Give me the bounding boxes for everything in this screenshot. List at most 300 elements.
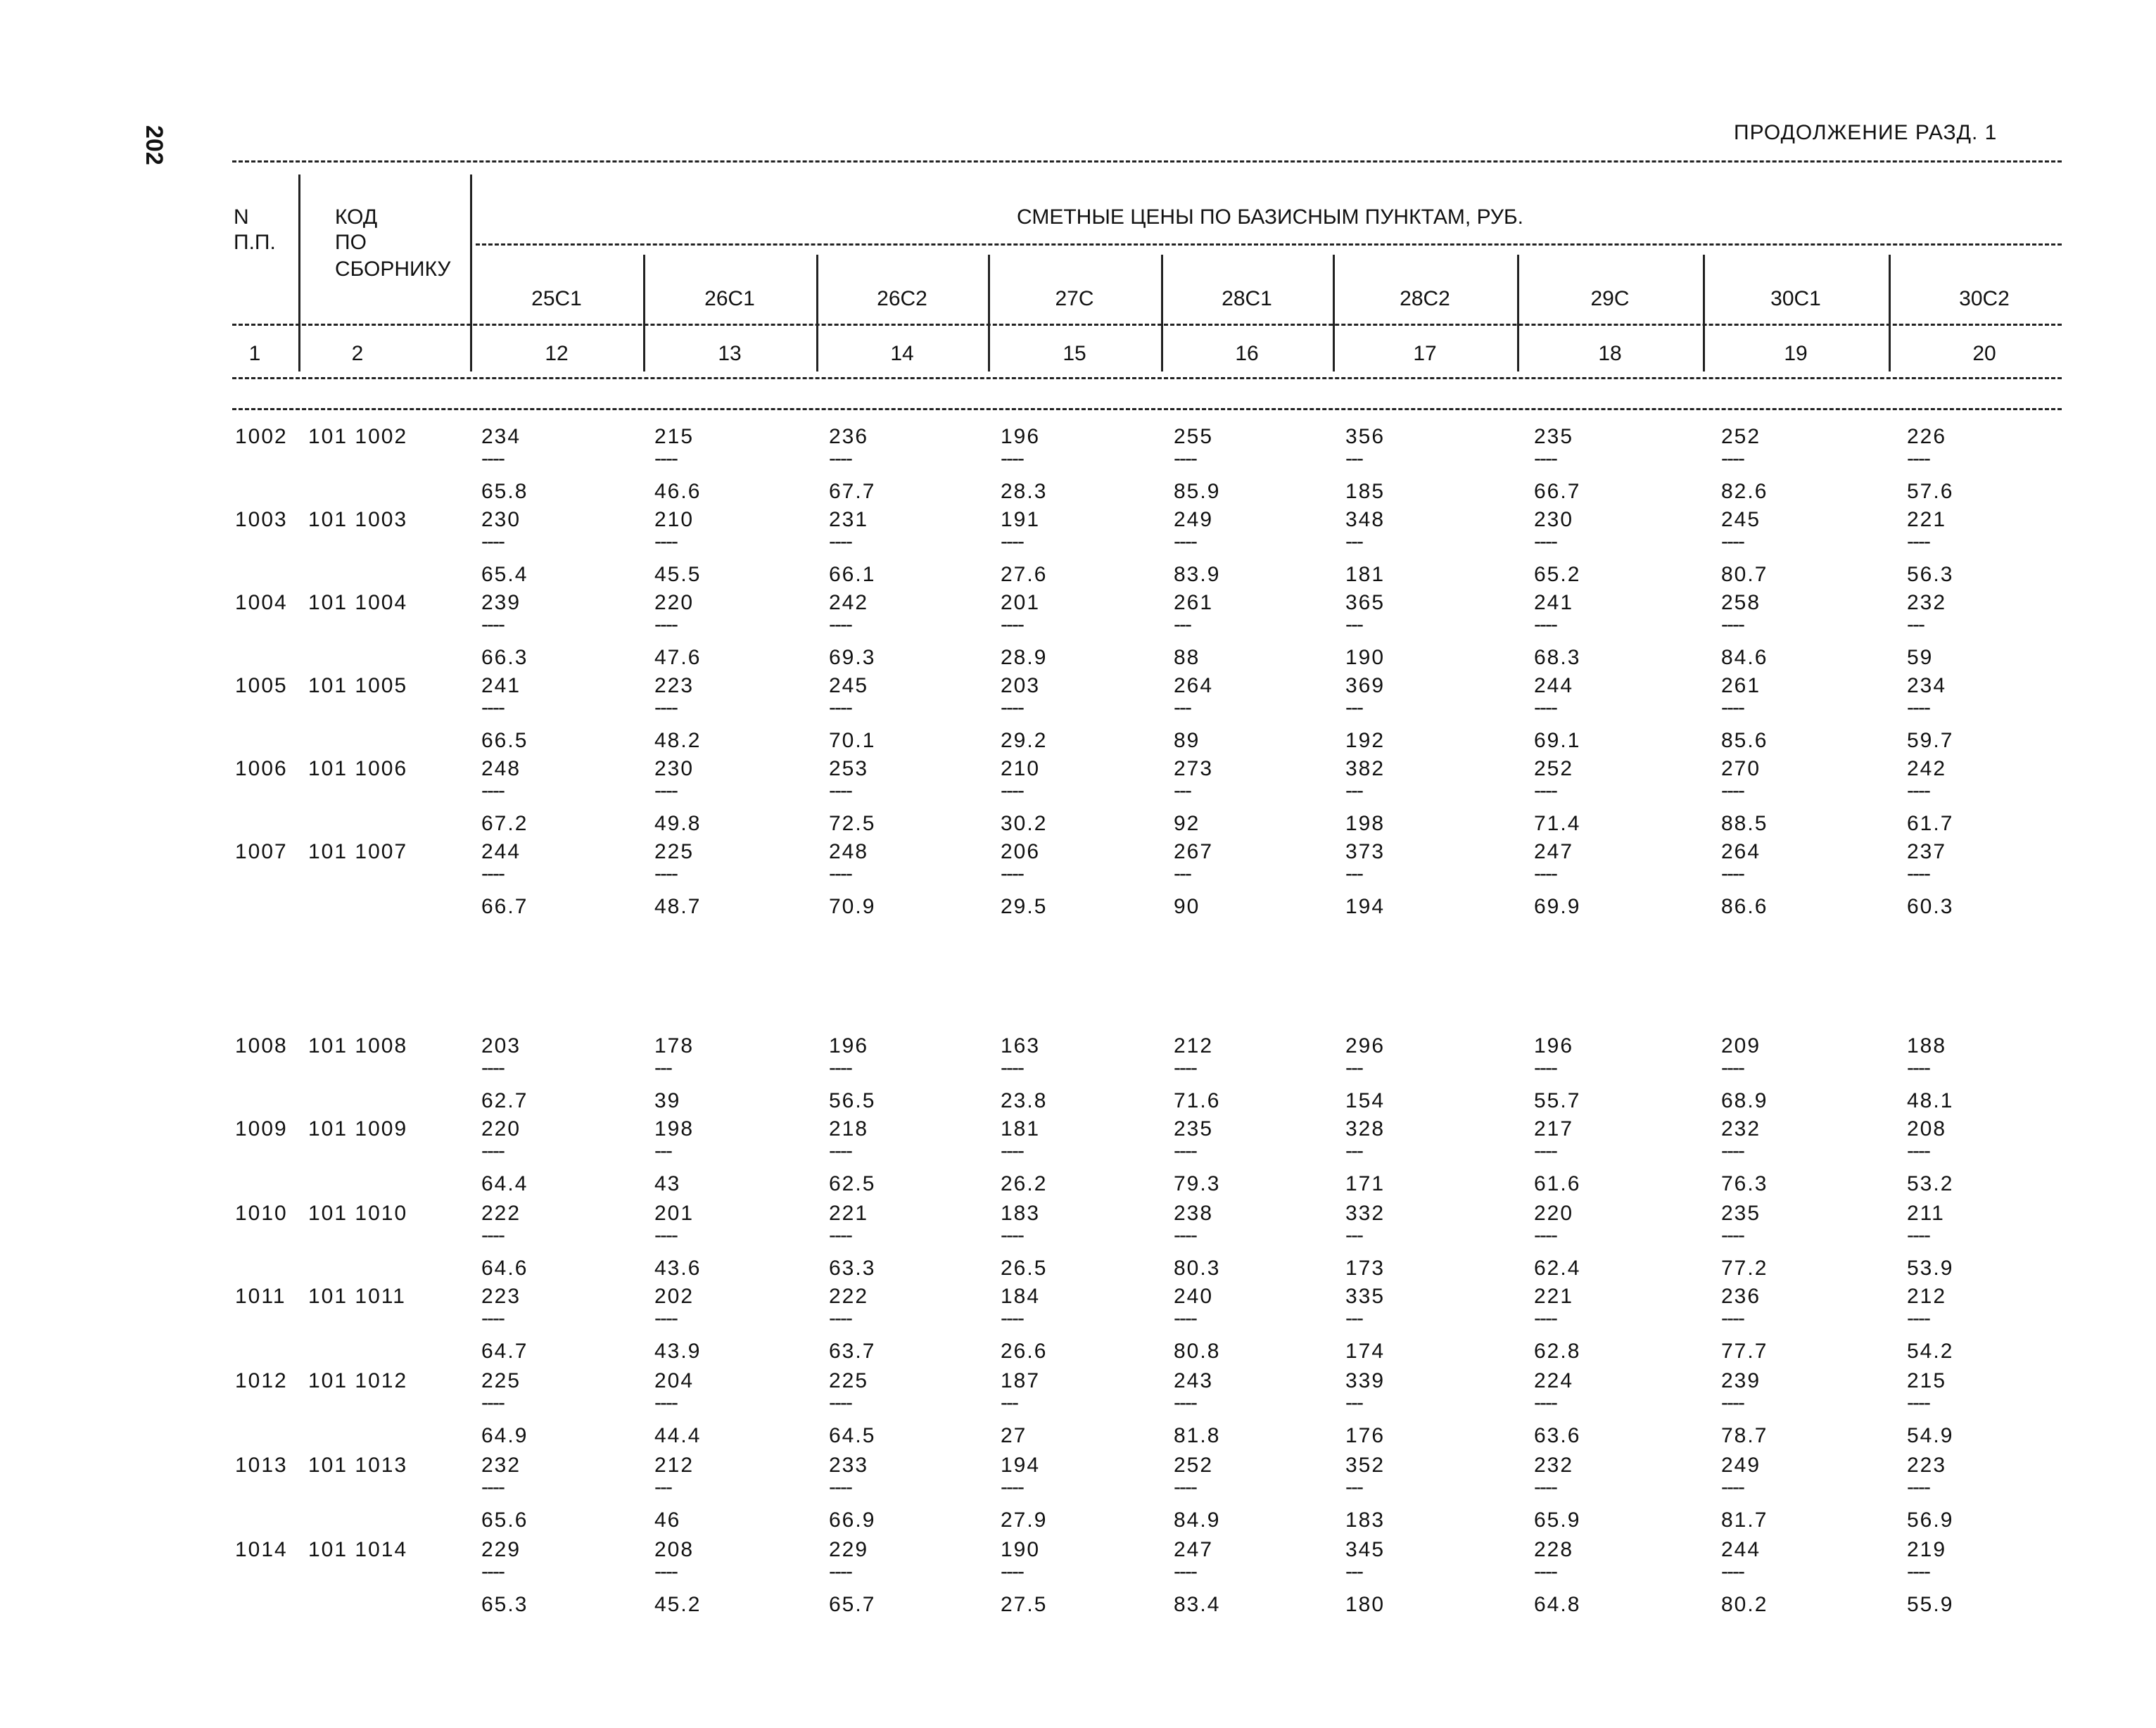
price-total: 163 (1001, 1034, 1041, 1057)
row-number: 1014 (235, 1538, 288, 1561)
price-total: 236 (1721, 1285, 1761, 1308)
price-total: 296 (1345, 1034, 1385, 1057)
price-part: 81.8 (1174, 1424, 1221, 1447)
column-number: 2 (351, 342, 364, 365)
price-part: 70.1 (829, 729, 876, 752)
column-number: 14 (890, 342, 914, 365)
fraction-bar: ---- (1907, 779, 1929, 802)
fraction-bar: ---- (1907, 1224, 1929, 1247)
price-part: 26.2 (1001, 1172, 1048, 1195)
price-total: 332 (1345, 1202, 1385, 1225)
price-part: 43.6 (654, 1257, 702, 1280)
column-number: 17 (1413, 342, 1437, 365)
fraction-bar: --- (1345, 862, 1362, 885)
row-number: 1007 (235, 840, 288, 863)
fraction-bar: --- (1345, 613, 1362, 636)
price-part: 65.4 (481, 563, 528, 586)
fraction-bar: ---- (481, 447, 504, 470)
price-part: 66.9 (829, 1508, 876, 1532)
price-total: 211 (1907, 1202, 1945, 1225)
fraction-bar: ---- (654, 613, 677, 636)
fraction-bar: ---- (1001, 1056, 1023, 1079)
price-part: 64.6 (481, 1257, 528, 1280)
price-part: 71.4 (1534, 812, 1581, 835)
price-total: 335 (1345, 1285, 1385, 1308)
price-part: 43.9 (654, 1340, 702, 1363)
header-bottom-rule (232, 377, 2062, 379)
header-divider (1889, 255, 1891, 371)
price-total: 222 (481, 1202, 521, 1225)
price-part: 28.9 (1001, 646, 1048, 669)
price-total: 221 (1534, 1285, 1574, 1308)
price-total: 218 (829, 1117, 869, 1141)
header-divider (816, 255, 818, 371)
price-part: 85.9 (1174, 480, 1221, 503)
row-code: 101 1005 (308, 674, 408, 697)
fraction-bar: ---- (481, 1224, 504, 1247)
price-total: 249 (1174, 508, 1214, 531)
header-divider (1703, 255, 1705, 371)
price-part: 69.9 (1534, 895, 1581, 918)
fraction-bar: ---- (1534, 1391, 1556, 1414)
row-code: 101 1003 (308, 508, 408, 531)
price-total: 253 (829, 757, 869, 780)
price-part: 69.1 (1534, 729, 1581, 752)
price-total: 225 (481, 1369, 521, 1392)
column-number: 15 (1063, 342, 1086, 365)
price-total: 229 (481, 1538, 521, 1561)
fraction-bar: ---- (1534, 696, 1556, 719)
fraction-bar: ---- (1534, 613, 1556, 636)
price-total: 223 (654, 674, 695, 697)
price-total: 221 (1907, 508, 1947, 531)
price-total: 220 (481, 1117, 521, 1141)
price-part: 56.9 (1907, 1508, 1954, 1532)
fraction-bar: ---- (1721, 696, 1744, 719)
fraction-bar: ---- (481, 696, 504, 719)
price-total: 234 (1907, 674, 1947, 697)
fraction-bar: ---- (654, 447, 677, 470)
price-total: 231 (829, 508, 869, 531)
row-number: 1004 (235, 591, 288, 614)
price-total: 215 (1907, 1369, 1947, 1392)
price-part: 64.8 (1534, 1593, 1581, 1616)
row-code: 101 1002 (308, 425, 408, 448)
header-divider (1517, 255, 1519, 371)
column-header: 28С1 (1222, 287, 1272, 310)
fraction-bar: ---- (1721, 1475, 1744, 1499)
price-part: 49.8 (654, 812, 702, 835)
fraction-bar: --- (1174, 613, 1191, 636)
price-part: 66.1 (829, 563, 876, 586)
fraction-bar: --- (1345, 530, 1362, 553)
fraction-bar: ---- (1907, 530, 1929, 553)
price-total: 245 (829, 674, 869, 697)
header-pp: П.П. (234, 231, 276, 254)
price-total: 219 (1907, 1538, 1947, 1561)
fraction-bar: ---- (1534, 1475, 1556, 1499)
row-number: 1006 (235, 757, 288, 780)
price-part: 78.7 (1721, 1424, 1768, 1447)
price-total: 224 (1534, 1369, 1574, 1392)
price-total: 201 (654, 1202, 695, 1225)
price-total: 382 (1345, 757, 1385, 780)
price-total: 348 (1345, 508, 1385, 531)
fraction-bar: ---- (481, 779, 504, 802)
price-total: 241 (1534, 591, 1574, 614)
fraction-bar: --- (654, 1475, 671, 1499)
price-part: 180 (1345, 1593, 1385, 1616)
price-part: 56.3 (1907, 563, 1954, 586)
fraction-bar: ---- (1907, 1391, 1929, 1414)
price-part: 92 (1174, 812, 1200, 835)
price-part: 71.6 (1174, 1089, 1221, 1112)
price-total: 230 (654, 757, 695, 780)
price-part: 68.9 (1721, 1089, 1768, 1112)
price-part: 67.2 (481, 812, 528, 835)
fraction-bar: ---- (1721, 530, 1744, 553)
fraction-bar: ---- (1907, 447, 1929, 470)
fraction-bar: ---- (654, 1307, 677, 1330)
price-part: 84.6 (1721, 646, 1768, 669)
fraction-bar: ---- (829, 530, 851, 553)
fraction-bar: --- (654, 1056, 671, 1079)
fraction-bar: ---- (1174, 1307, 1196, 1330)
price-total: 247 (1174, 1538, 1214, 1561)
header-code-2: ПО (335, 231, 367, 254)
price-part: 68.3 (1534, 646, 1581, 669)
price-part: 183 (1345, 1508, 1385, 1532)
price-total: 244 (1534, 674, 1574, 697)
fraction-bar: ---- (1907, 1475, 1929, 1499)
fraction-bar: ---- (1001, 1475, 1023, 1499)
price-part: 27 (1001, 1424, 1027, 1447)
fraction-bar: ---- (654, 530, 677, 553)
fraction-bar: --- (1907, 613, 1924, 636)
price-total: 208 (1907, 1117, 1947, 1141)
price-total: 202 (654, 1285, 695, 1308)
row-code: 101 1013 (308, 1454, 408, 1477)
price-total: 244 (481, 840, 521, 863)
header-n: N (234, 205, 249, 229)
fraction-bar: ---- (481, 613, 504, 636)
row-number: 1010 (235, 1202, 288, 1225)
fraction-bar: ---- (1174, 1391, 1196, 1414)
price-total: 221 (829, 1202, 869, 1225)
row-code: 101 1006 (308, 757, 408, 780)
column-number: 19 (1784, 342, 1808, 365)
fraction-bar: ---- (481, 1056, 504, 1079)
price-part: 65.7 (829, 1593, 876, 1616)
price-total: 261 (1174, 591, 1214, 614)
price-total: 225 (654, 840, 695, 863)
fraction-bar: ---- (1001, 1307, 1023, 1330)
price-total: 252 (1534, 757, 1574, 780)
fraction-bar: --- (654, 1139, 671, 1162)
price-part: 86.6 (1721, 895, 1768, 918)
price-part: 63.3 (829, 1257, 876, 1280)
fraction-bar: ---- (1174, 1475, 1196, 1499)
header-divider (470, 174, 472, 371)
price-part: 181 (1345, 563, 1385, 586)
price-part: 89 (1174, 729, 1200, 752)
price-part: 173 (1345, 1257, 1385, 1280)
price-part: 84.9 (1174, 1508, 1221, 1532)
fraction-bar: --- (1174, 696, 1191, 719)
price-total: 232 (1721, 1117, 1761, 1141)
price-total: 236 (829, 425, 869, 448)
price-total: 261 (1721, 674, 1761, 697)
price-part: 59 (1907, 646, 1934, 669)
price-total: 201 (1001, 591, 1041, 614)
fraction-bar: ---- (829, 1056, 851, 1079)
fraction-bar: ---- (1534, 530, 1556, 553)
price-total: 233 (829, 1454, 869, 1477)
price-total: 215 (654, 425, 695, 448)
row-number: 1002 (235, 425, 288, 448)
header-code-3: СБОРНИКУ (335, 258, 451, 281)
table-top-rule (232, 408, 2062, 410)
price-total: 339 (1345, 1369, 1385, 1392)
header-divider (1333, 255, 1335, 371)
price-total: 230 (481, 508, 521, 531)
price-part: 54.9 (1907, 1424, 1954, 1447)
price-total: 196 (829, 1034, 869, 1057)
price-total: 220 (1534, 1202, 1574, 1225)
fraction-bar: ---- (1001, 1139, 1023, 1162)
price-part: 171 (1345, 1172, 1385, 1195)
price-total: 212 (1174, 1034, 1214, 1057)
fraction-bar: ---- (1534, 447, 1556, 470)
price-part: 154 (1345, 1089, 1385, 1112)
price-part: 69.3 (829, 646, 876, 669)
fraction-bar: ---- (829, 1139, 851, 1162)
fraction-bar: ---- (481, 1139, 504, 1162)
price-total: 235 (1534, 425, 1574, 448)
column-header: 30С2 (1959, 287, 2010, 310)
price-part: 66.5 (481, 729, 528, 752)
fraction-bar: ---- (829, 1391, 851, 1414)
price-part: 192 (1345, 729, 1385, 752)
fraction-bar: --- (1345, 1139, 1362, 1162)
price-part: 28.3 (1001, 480, 1048, 503)
fraction-bar: --- (1345, 1056, 1362, 1079)
fraction-bar: ---- (1174, 1056, 1196, 1079)
price-part: 80.8 (1174, 1340, 1221, 1363)
fraction-bar: ---- (1534, 1560, 1556, 1583)
fraction-bar: ---- (829, 1224, 851, 1247)
price-total: 270 (1721, 757, 1761, 780)
price-part: 66.7 (1534, 480, 1581, 503)
fraction-bar: --- (1345, 1475, 1362, 1499)
price-total: 204 (654, 1369, 695, 1392)
price-part: 39 (654, 1089, 681, 1112)
price-total: 223 (481, 1285, 521, 1308)
price-total: 258 (1721, 591, 1761, 614)
price-part: 79.3 (1174, 1172, 1221, 1195)
price-part: 176 (1345, 1424, 1385, 1447)
price-total: 232 (481, 1454, 521, 1477)
row-number: 1005 (235, 674, 288, 697)
price-part: 194 (1345, 895, 1385, 918)
price-total: 249 (1721, 1454, 1761, 1477)
price-total: 369 (1345, 674, 1385, 697)
fraction-bar: ---- (1721, 1139, 1744, 1162)
fraction-bar: ---- (829, 613, 851, 636)
row-code: 101 1010 (308, 1202, 408, 1225)
page-number: 202 (141, 125, 167, 165)
fraction-bar: ---- (1907, 696, 1929, 719)
fraction-bar: ---- (829, 779, 851, 802)
fraction-bar: ---- (481, 1475, 504, 1499)
fraction-bar: --- (1345, 447, 1362, 470)
price-part: 30.2 (1001, 812, 1048, 835)
fraction-bar: ---- (1001, 530, 1023, 553)
price-part: 27.9 (1001, 1508, 1048, 1532)
header-mid-rule (232, 324, 2062, 326)
price-total: 232 (1534, 1454, 1574, 1477)
price-total: 247 (1534, 840, 1574, 863)
price-total: 237 (1907, 840, 1947, 863)
fraction-bar: ---- (654, 779, 677, 802)
fraction-bar: ---- (1721, 1056, 1744, 1079)
price-total: 208 (654, 1538, 695, 1561)
price-part: 55.7 (1534, 1089, 1581, 1112)
fraction-bar: --- (1345, 696, 1362, 719)
price-part: 62.4 (1534, 1257, 1581, 1280)
row-code: 101 1011 (308, 1285, 406, 1308)
price-total: 230 (1534, 508, 1574, 531)
price-total: 203 (1001, 674, 1041, 697)
price-total: 245 (1721, 508, 1761, 531)
fraction-bar: ---- (1534, 1056, 1556, 1079)
price-total: 241 (481, 674, 521, 697)
fraction-bar: ---- (829, 447, 851, 470)
price-part: 185 (1345, 480, 1385, 503)
price-total: 198 (654, 1117, 695, 1141)
price-part: 198 (1345, 812, 1385, 835)
price-part: 26.5 (1001, 1257, 1048, 1280)
price-total: 244 (1721, 1538, 1761, 1561)
fraction-bar: ---- (481, 530, 504, 553)
price-total: 223 (1907, 1454, 1947, 1477)
price-total: 267 (1174, 840, 1214, 863)
fraction-bar: ---- (481, 1391, 504, 1414)
fraction-bar: ---- (1907, 1307, 1929, 1330)
column-number: 18 (1598, 342, 1622, 365)
price-part: 62.8 (1534, 1340, 1581, 1363)
price-part: 63.7 (829, 1340, 876, 1363)
price-part: 45.5 (654, 563, 702, 586)
fraction-bar: ---- (829, 1560, 851, 1583)
fraction-bar: ---- (481, 862, 504, 885)
price-part: 64.7 (481, 1340, 528, 1363)
fraction-bar: ---- (1001, 696, 1023, 719)
price-part: 67.7 (829, 480, 876, 503)
fraction-bar: ---- (1534, 862, 1556, 885)
column-header: 25С1 (531, 287, 582, 310)
price-total: 248 (481, 757, 521, 780)
price-part: 85.6 (1721, 729, 1768, 752)
price-total: 209 (1721, 1034, 1761, 1057)
fraction-bar: ---- (654, 696, 677, 719)
column-number: 13 (718, 342, 742, 365)
price-part: 65.9 (1534, 1508, 1581, 1532)
price-part: 190 (1345, 646, 1385, 669)
row-code: 101 1008 (308, 1034, 408, 1057)
price-total: 210 (654, 508, 695, 531)
price-total: 356 (1345, 425, 1385, 448)
row-number: 1012 (235, 1369, 288, 1392)
fraction-bar: ---- (829, 862, 851, 885)
price-part: 27.5 (1001, 1593, 1048, 1616)
price-total: 238 (1174, 1202, 1214, 1225)
price-part: 29.5 (1001, 895, 1048, 918)
price-part: 77.7 (1721, 1340, 1768, 1363)
price-total: 264 (1174, 674, 1214, 697)
price-part: 80.3 (1174, 1257, 1221, 1280)
column-header: 29С (1590, 287, 1630, 310)
price-total: 264 (1721, 840, 1761, 863)
price-total: 365 (1345, 591, 1385, 614)
fraction-bar: ---- (1721, 779, 1744, 802)
price-part: 23.8 (1001, 1089, 1048, 1112)
price-total: 206 (1001, 840, 1041, 863)
price-total: 248 (829, 840, 869, 863)
fraction-bar: ---- (1721, 1307, 1744, 1330)
price-part: 72.5 (829, 812, 876, 835)
fraction-bar: ---- (1174, 530, 1196, 553)
price-part: 66.7 (481, 895, 528, 918)
price-part: 174 (1345, 1340, 1385, 1363)
column-number: 1 (248, 342, 261, 365)
price-part: 57.6 (1907, 480, 1954, 503)
price-part: 56.5 (829, 1089, 876, 1112)
header-divider (298, 174, 300, 371)
price-total: 243 (1174, 1369, 1214, 1392)
price-part: 53.9 (1907, 1257, 1954, 1280)
fraction-bar: ---- (1721, 862, 1744, 885)
price-total: 352 (1345, 1454, 1385, 1477)
row-code: 101 1009 (308, 1117, 408, 1141)
price-total: 187 (1001, 1369, 1041, 1392)
row-code: 101 1007 (308, 840, 408, 863)
price-part: 48.7 (654, 895, 702, 918)
price-total: 226 (1907, 425, 1947, 448)
price-part: 70.9 (829, 895, 876, 918)
price-part: 65.6 (481, 1508, 528, 1532)
price-part: 66.3 (481, 646, 528, 669)
price-total: 373 (1345, 840, 1385, 863)
price-total: 220 (654, 591, 695, 614)
price-total: 222 (829, 1285, 869, 1308)
price-part: 88.5 (1721, 812, 1768, 835)
fraction-bar: ---- (1721, 1391, 1744, 1414)
price-part: 80.2 (1721, 1593, 1768, 1616)
price-part: 62.7 (481, 1089, 528, 1112)
price-part: 55.9 (1907, 1593, 1954, 1616)
price-part: 47.6 (654, 646, 702, 669)
fraction-bar: ---- (829, 1307, 851, 1330)
fraction-bar: ---- (481, 1560, 504, 1583)
price-part: 62.5 (829, 1172, 876, 1195)
column-header: 26С1 (704, 287, 755, 310)
price-total: 217 (1534, 1117, 1574, 1141)
price-part: 64.9 (481, 1424, 528, 1447)
fraction-bar: ---- (1721, 1224, 1744, 1247)
price-part: 64.4 (481, 1172, 528, 1195)
fraction-bar: --- (1174, 862, 1191, 885)
